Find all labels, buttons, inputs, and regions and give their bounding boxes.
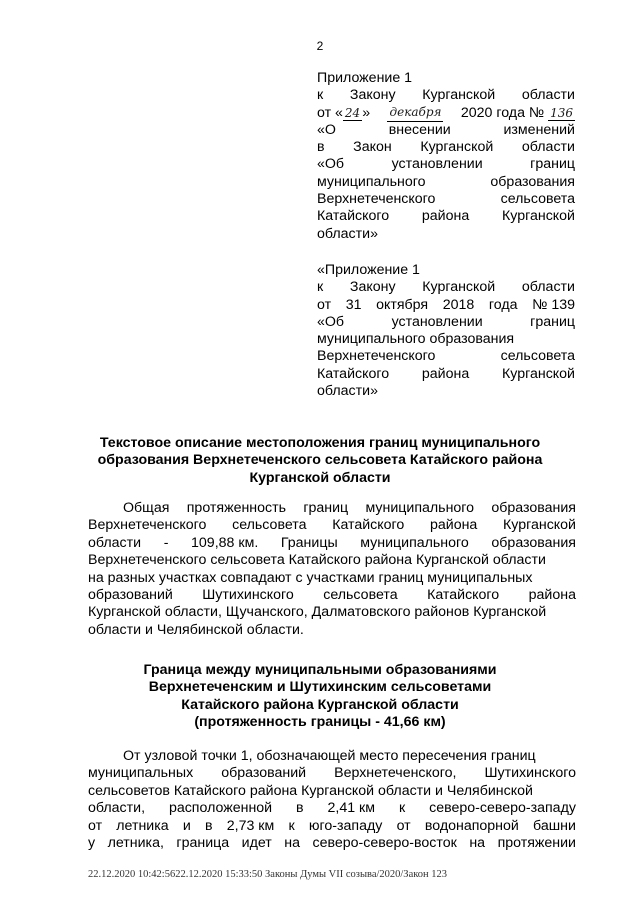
handwritten-day: 24 [344,105,361,120]
appendix-old-line: Катайского района Курганской [317,365,575,382]
appendix-old-line: к Закону Курганской области [317,279,575,296]
paragraph-boundary-description: От узловой точки 1, обозначающей место пересечения границ муниципальных образований Верхнетеченского, Шутихинского сельсоветов Катайского района Курганской области и Челябинской области, расположенной в 2,41 км к северо-северо-западу от летника и в 2,73 км к юго-западу от водонапорной башни у летника, граница идет на северо-северо-восток на протяжении [88,748,576,852]
appendix-new-date-line: от « 24 » декабря 2020 года № 136 [317,104,573,121]
section-title: Граница между муниципальными образованиями Верхнетеченским и Шутихинским сельсоветами Катайского района Курганской области (протяженность границы - 41,66 км) [143,662,497,730]
document-title: Текстовое описание местоположения границ муниципального образования Верхнетеченского сельсовета Катайского района Курганской области [97,435,543,486]
appendix-old-line: от 31 октября 2018 года № 139 [317,296,575,313]
appendix-old-line: муниципального образования [317,331,515,348]
appendix-old-line: области» [317,383,378,400]
handwritten-number: 136 [550,105,573,120]
appendix-new-line: Катайского района Курганской [317,208,575,225]
appendix-old-line: Верхнетеченского сельсовета [317,348,575,365]
appendix-old-block [317,262,575,400]
appendix-new-line: муниципального образования [317,173,575,190]
appendix-new-line: «Об установлении границ [317,156,575,173]
appendix-new-line: Приложение 1 [317,70,413,86]
page-number: 2 [316,39,324,53]
appendix-new-line: к Закону Курганской области [317,87,575,104]
appendix-new-line: «О внесении изменений [317,121,575,138]
appendix-new-line: в Закон Курганской области [317,139,575,156]
appendix-old-line: «Об установлении границ [317,313,575,330]
handwritten-month: декабря [387,105,443,122]
appendix-new-block [317,70,575,243]
document-footer: 22.12.2020 10:42:5622.12.2020 15:33:50 Законы Думы VII созыва/2020/Закон 123 [88,869,448,880]
appendix-new-line: Верхнетеченского сельсовета [317,191,575,208]
appendix-old-line: «Приложение 1 [317,262,420,278]
paragraph-total-length: Общая протяженность границ муниципального образования Верхнетеченского сельсовета Катайского района Курганской области - 109,88 км. Границы муниципального образования Верхнетеченского сельсовета Катайского района Курганской области на разных участках совпадают с участками границ муниципальных образований Шутихинского сельсовета Катайского района Курганской области, Щучанского, Далматовского районов Курганской области и Челябинской области. [88,500,576,638]
appendix-new-line: области» [317,225,378,242]
